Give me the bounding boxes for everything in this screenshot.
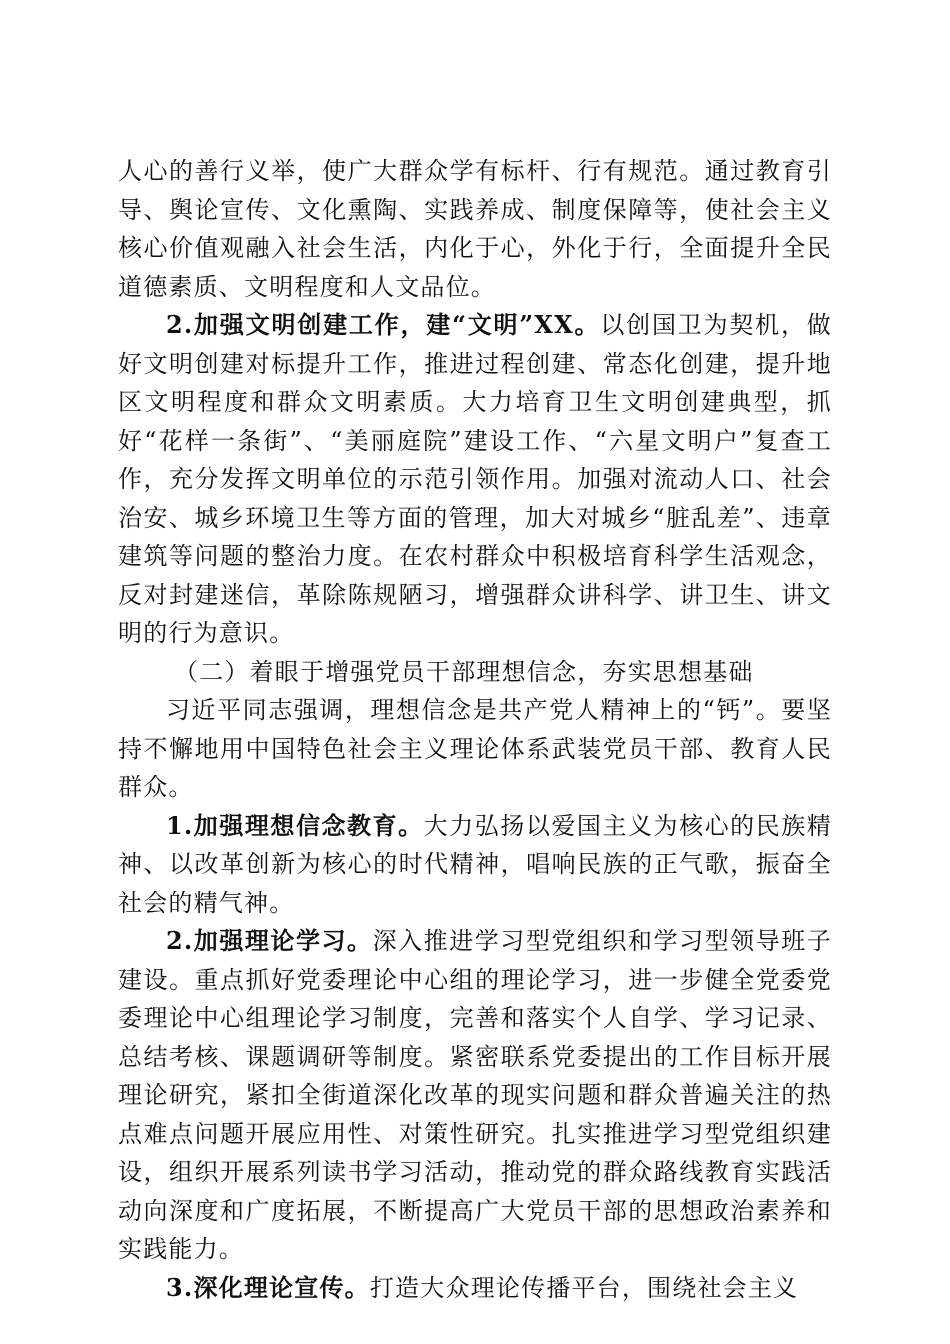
paragraph-lead: 2.加强文明创建工作，建“文明”XX。: [166, 310, 601, 339]
paragraph-ideals-education: [118, 807, 832, 923]
paragraph-lead: 2.加强理论学习。: [166, 926, 373, 955]
paragraph-text: 打造大众理论传播平台，围绕社会主义: [369, 1273, 799, 1302]
paragraph-text: 大力弘扬以爱国主义为核心的民族精神、以改革创新为核心的时代精神，唱响民族的正气歌，振奋全社会的精气神。: [118, 811, 832, 917]
paragraph-text: 以创国卫为契机，做好文明创建对标提升工作，推进过程创建、常态化创建，提升地区文明程度和群众文明素质。大力培育卫生文明创建典型，抓好“花样一条街”、“美丽庭院”建设工作、“六星文明户”复查工作，充分发挥文明单位的示范引领作用。加强对流动人口、社会治安、城乡环境卫生等方面的管理，加大对城乡“脏乱差”、违章建筑等问题的整治力度。在农村群众中积极培育科学生活观念，反对封建迷信，革除陈规陋习，增强群众讲科学、讲卫生、讲文明的行为意识。: [118, 311, 832, 647]
paragraph-civilization-building: [118, 306, 832, 653]
section-heading: [118, 653, 832, 692]
paragraph-text: 习近平同志强调，理想信念是共产党人精神上的“钙”。要坚持不懈地用中国特色社会主义理论体系武装党员干部、教育人民群众。: [118, 696, 832, 801]
paragraph-intro: [118, 691, 832, 807]
paragraph-theory-publicity: [118, 1269, 832, 1308]
paragraph-lead: 1.加强理想信念教育。: [166, 810, 424, 840]
paragraph-lead: 3.深化理论宣传。: [166, 1272, 370, 1302]
paragraph-text: 人心的善行义举，使广大群众学有标杆、行有规范。通过教育引导、舆论宣传、文化熏陶、实践养成、制度保障等，使社会主义核心价值观融入社会生活，内化于心，外化于行，全面提升全民道德素质、文明程度和人文品位。: [118, 157, 832, 301]
paragraph-text: 深入推进学习型党组织和学习型领导班子建设。重点抓好党委理论中心组的理论学习，进一步健全党委党委理论中心组理论学习制度，完善和落实个人自学、学习记录、总结考核、课题调研等制度。紧密联系党委提出的工作目标开展理论研究，紧扣全街道深化改革的现实问题和群众普遍关注的热点难点问题开展应用性、对策性研究。扎实推进学习型党组织建设，组织开展系列读书学习活动，推动党的群众路线教育实践活动向深度和广度拓展，不断提高广大党员干部的思想政治素养和实践能力。: [118, 927, 832, 1263]
paragraph-continuation: [118, 152, 832, 306]
section-heading-text: （二）着眼于增强党员干部理想信念，夯实思想基础: [174, 657, 754, 686]
document-body: [118, 152, 832, 1307]
paragraph-theory-study: [118, 922, 832, 1269]
